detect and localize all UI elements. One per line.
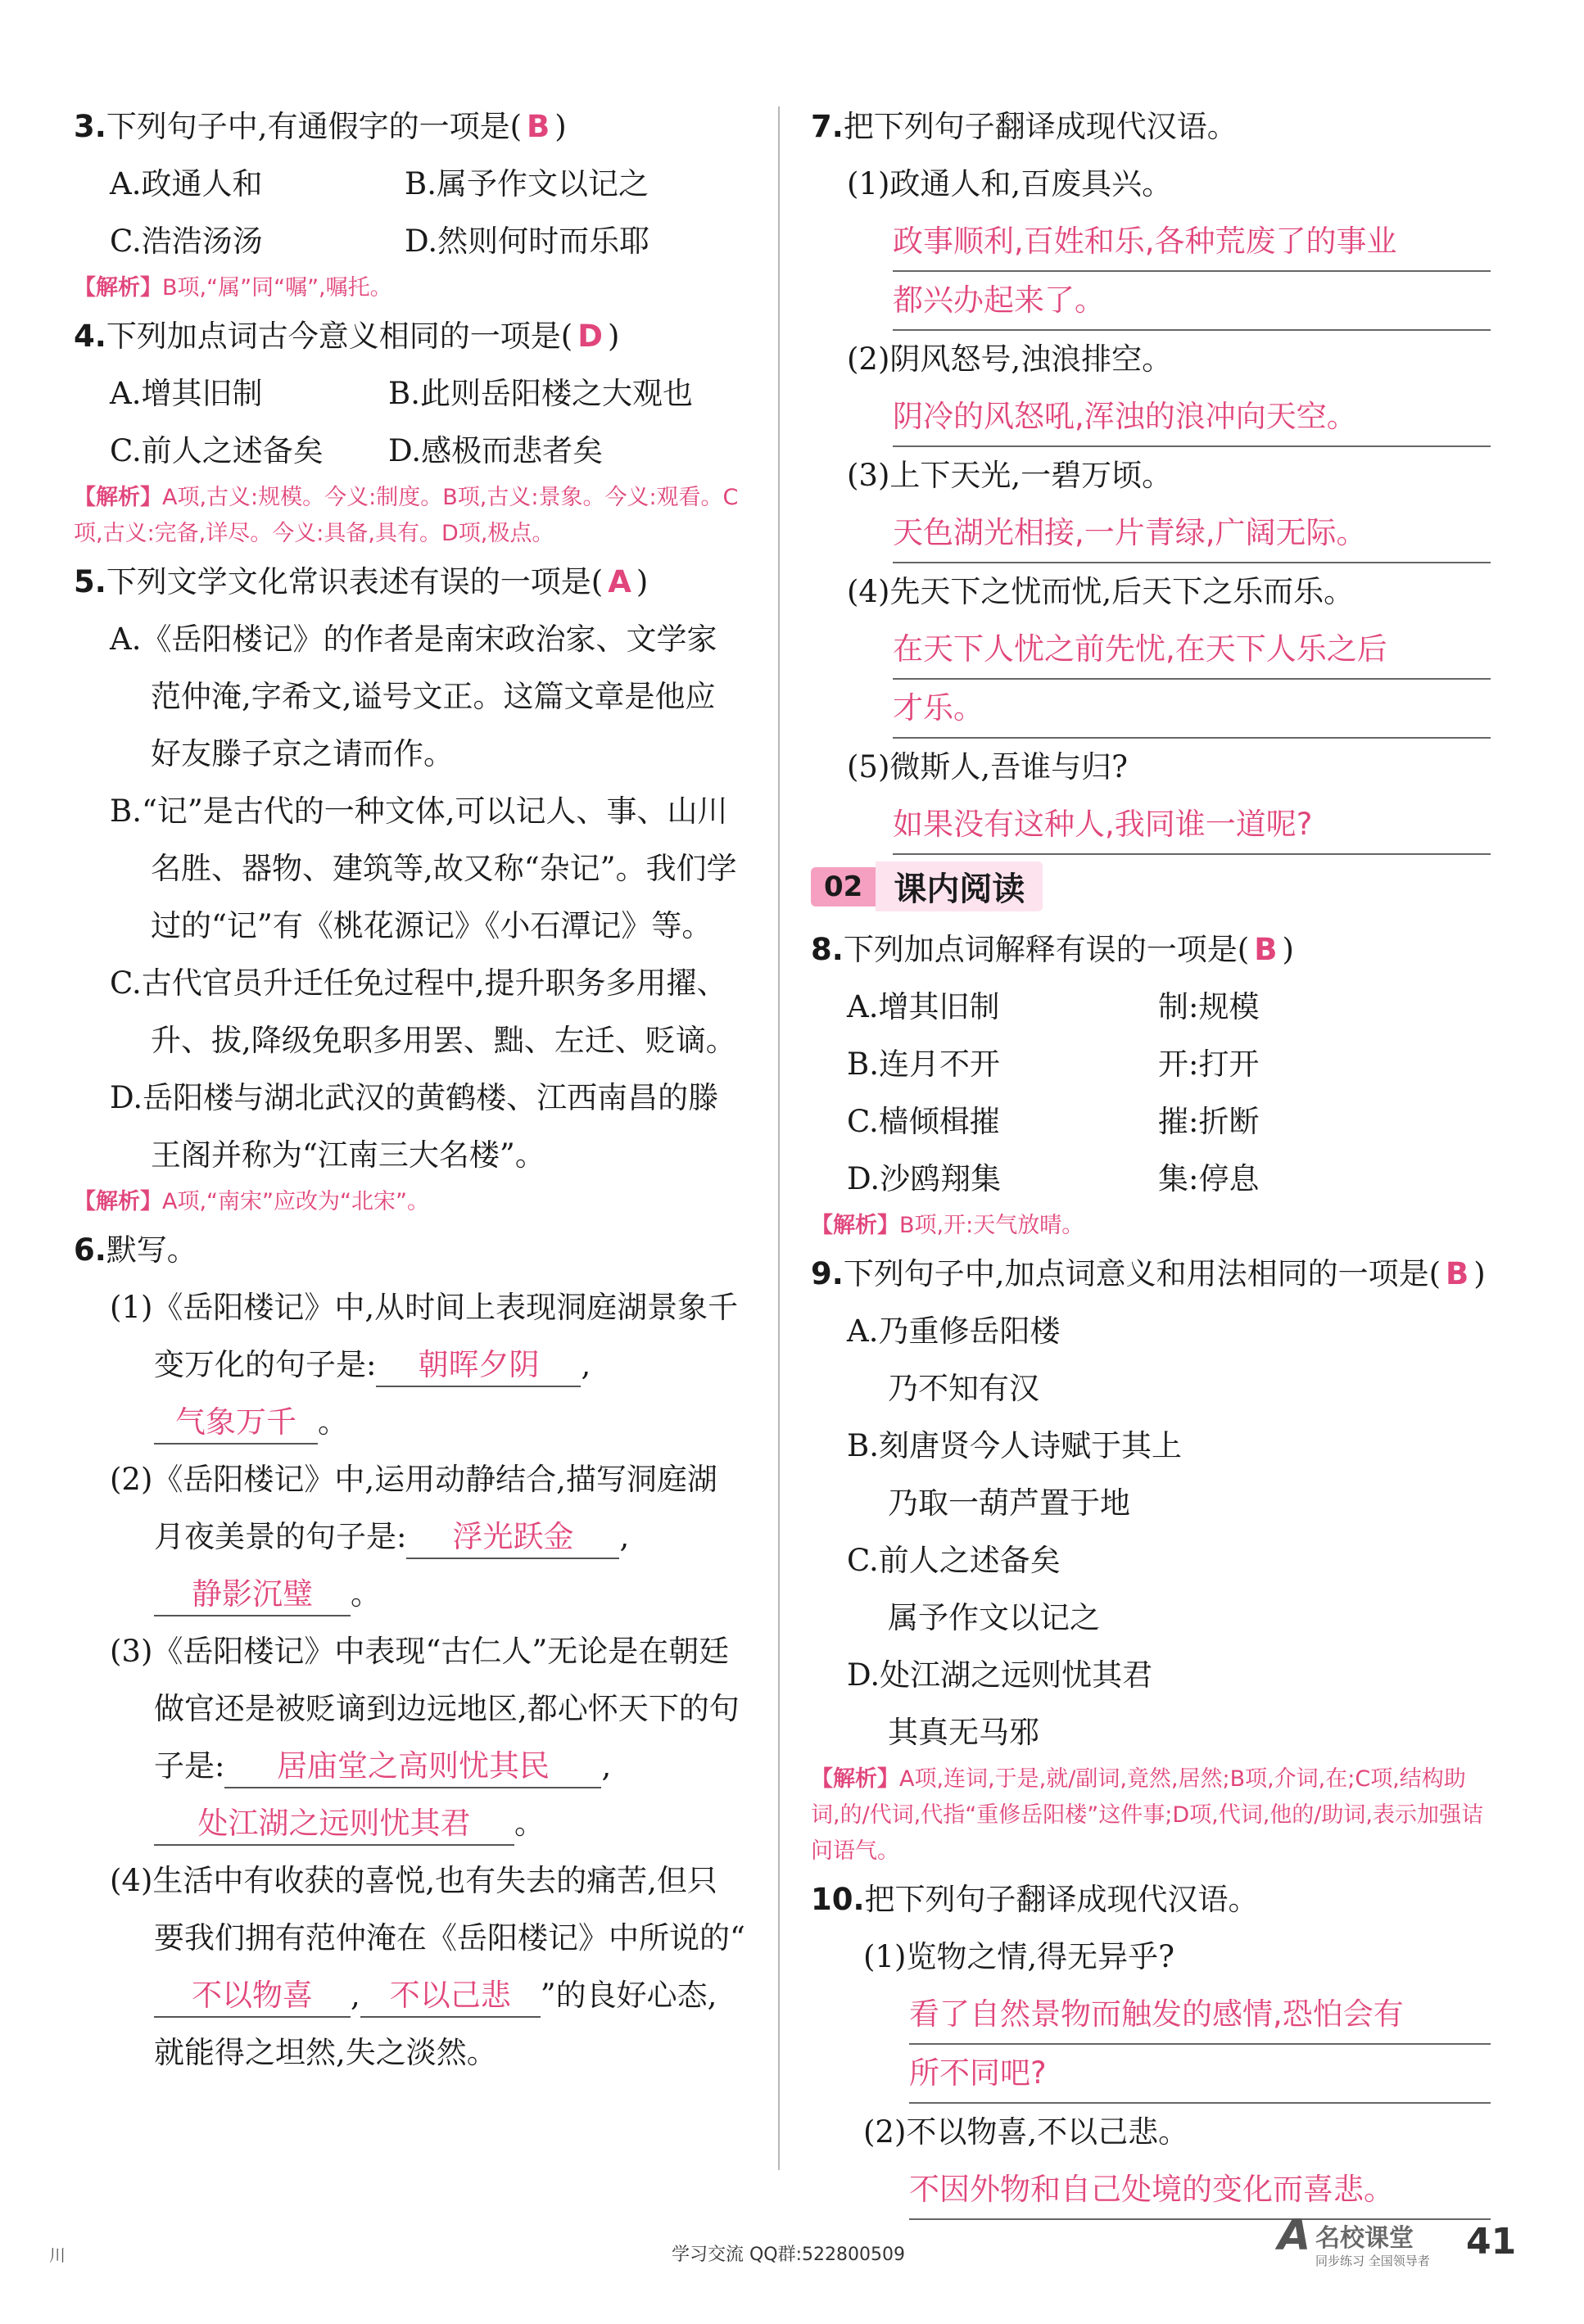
translate-item-1: (1)览物之情,得无异乎? bbox=[863, 1939, 1175, 1974]
option-c-gloss: 摧:折断 bbox=[1158, 1104, 1260, 1139]
translation-answer: 阴冷的风怒吼,浑浊的浪冲向天空。 bbox=[893, 388, 1491, 447]
option-c: C.古代官员升迁任免过程中,提升职务多用擢、升、拔,降级免职多用罢、黜、左迁、贬谪。 bbox=[110, 965, 736, 1058]
option-d: D.沙鸥翔集 bbox=[847, 1161, 1002, 1196]
fill-blank: 不以物喜 bbox=[154, 1975, 351, 2018]
options bbox=[847, 979, 1491, 1208]
option-d: D.感极而悲者矣 bbox=[388, 433, 604, 468]
question-3: 3.下列句子中,有通假字的一项是( B ) bbox=[74, 109, 567, 144]
translate-item-3: (3)上下天光,一碧万顷。 bbox=[847, 458, 1173, 493]
answer: D bbox=[577, 319, 603, 354]
fill-blank: 浮光跃金 bbox=[406, 1517, 619, 1559]
fill-blank: 气象万千 bbox=[154, 1402, 318, 1445]
option-a-gloss: 制:规模 bbox=[1158, 989, 1260, 1024]
translation-answer: 不因外物和自己处境的变化而喜悲。 bbox=[909, 2161, 1491, 2220]
brand-slogan: 同步练习 全国领导者 bbox=[1315, 2254, 1430, 2268]
section-title: 课内阅读 bbox=[876, 861, 1043, 911]
page-number: 41 bbox=[1466, 2221, 1517, 2263]
option-b: B.连月不开 bbox=[847, 1047, 1000, 1082]
page-footer bbox=[0, 2203, 1584, 2277]
question-number: 5. bbox=[74, 564, 106, 599]
answer: A bbox=[608, 564, 631, 599]
option-a: A.增其旧制 bbox=[110, 376, 263, 411]
translate-item-2: (2)阴风怒号,浊浪排空。 bbox=[847, 341, 1173, 377]
question-stem: 下列文学文化常识表述有误的一项是( bbox=[106, 564, 604, 599]
fill-item-3: (3)《岳阳楼记》中表现“古仁人”无论是在朝廷做官还是被贬谪到边远地区,都心怀天下的句子是: 居庙堂之高则忧其民 ,处江湖之远则忧其君 。 bbox=[110, 1623, 745, 1852]
left-column bbox=[74, 98, 745, 2082]
option-d: D.岳阳楼与湖北武汉的黄鹤楼、江西南昌的滕王阁并称为“江南三大名楼”。 bbox=[110, 1080, 719, 1173]
translate-item-5: (5)微斯人,吾谁与归? bbox=[847, 749, 1129, 784]
brand-name: 名校课堂 bbox=[1315, 2224, 1414, 2253]
option-d-gloss: 集:停息 bbox=[1158, 1161, 1260, 1196]
question-number: 6. bbox=[74, 1232, 106, 1268]
option-c-second: 属予作文以记之 bbox=[888, 1600, 1100, 1635]
section-number: 02 bbox=[811, 867, 876, 907]
translation-answer: 天色湖光相接,一片青绿,广阔无际。 bbox=[893, 504, 1491, 563]
brand-logo bbox=[1278, 2211, 1458, 2268]
question-number: 3. bbox=[74, 109, 106, 144]
fill-blank: 居庙堂之高则忧其民 bbox=[224, 1746, 601, 1788]
option-c: C.樯倾楫摧 bbox=[847, 1104, 1000, 1139]
translation-answer: 在天下人忧之前先忧,在天下人乐之后 才乐。 bbox=[893, 621, 1491, 739]
translate-item-2: (2)不以物喜,不以己悲。 bbox=[863, 2114, 1189, 2150]
option-b: B.“记”是古代的一种文体,可以记人、事、山川名胜、器物、建筑等,故又称“杂记”。我们学过的“记”有《桃花源记》《小石潭记》等。 bbox=[110, 794, 737, 943]
question-4: 4.下列加点词古今意义相同的一项是( D ) bbox=[74, 319, 620, 354]
question-stem: 把下列句子翻译成现代汉语。 bbox=[843, 109, 1238, 144]
option-a-second: 乃不知有汉 bbox=[888, 1371, 1039, 1406]
question-10 bbox=[811, 1871, 1491, 1928]
option-c: C.浩浩汤汤 bbox=[110, 224, 263, 259]
translate-item-1: (1)政通人和,百废具兴。 bbox=[847, 166, 1173, 201]
answer: B bbox=[1254, 932, 1278, 967]
brand-logo-icon: A bbox=[1278, 2211, 1311, 2260]
option-a: A.《岳阳楼记》的作者是南宋政治家、文学家范仲淹,字希文,谥号文正。这篇文章是他应好友滕子京之请而作。 bbox=[110, 622, 717, 771]
option-c: C.前人之述备矣 bbox=[847, 1543, 1061, 1578]
question-stem: 下列句子中,有通假字的一项是( bbox=[106, 109, 523, 144]
option-d-second: 其真无马邪 bbox=[888, 1715, 1039, 1750]
fill-blank: 不以己悲 bbox=[360, 1975, 541, 2018]
option-c: C.前人之述备矣 bbox=[110, 433, 324, 468]
analysis-note: 【解析】B项,“属”同“嘱”,嘱托。 bbox=[74, 275, 392, 301]
translation-answer: 政事顺利,百姓和乐,各种荒废了的事业 都兴办起来了。 bbox=[893, 213, 1491, 331]
question-stem: 把下列句子翻译成现代汉语。 bbox=[864, 1882, 1259, 1917]
option-a: A.政通人和 bbox=[110, 166, 263, 201]
fill-item-1: (1)《岳阳楼记》中,从时间上表现洞庭湖景象千变万化的句子是: 朝晖夕阴 ,气象万千 。 bbox=[110, 1279, 745, 1451]
answer: B bbox=[1446, 1256, 1469, 1291]
option-a: A.乃重修岳阳楼 bbox=[847, 1313, 1061, 1349]
question-number: 10. bbox=[811, 1882, 865, 1917]
option-b: B.刻唐贤今人诗赋于其上 bbox=[847, 1428, 1182, 1463]
option-b: B.属予作文以记之 bbox=[405, 166, 649, 201]
question-stem: 下列加点词解释有误的一项是( bbox=[843, 932, 1250, 967]
section-header bbox=[811, 861, 1491, 911]
fill-item-2: (2)《岳阳楼记》中,运用动静结合,描写洞庭湖月夜美景的句子是: 浮光跃金 ,静影沉璧 。 bbox=[110, 1451, 745, 1623]
answer: B bbox=[527, 109, 550, 144]
option-b: B.此则岳阳楼之大观也 bbox=[388, 376, 693, 411]
option-b-second: 乃取一葫芦置于地 bbox=[888, 1485, 1130, 1521]
question-7 bbox=[811, 98, 1491, 156]
footer-qq-group: 学习交流 QQ群:522800509 bbox=[672, 2245, 906, 2265]
option-a: A.增其旧制 bbox=[847, 989, 1000, 1024]
question-number: 8. bbox=[811, 932, 844, 967]
option-b-gloss: 开:打开 bbox=[1158, 1047, 1260, 1082]
question-stem: 下列加点词古今意义相同的一项是( bbox=[106, 319, 573, 354]
question-9: 9.下列句子中,加点词意义和用法相同的一项是( B ) bbox=[811, 1256, 1486, 1291]
translate-item-4: (4)先天下之忧而忧,后天下之乐而乐。 bbox=[847, 574, 1355, 609]
option-d: D.处江湖之远则忧其君 bbox=[847, 1657, 1153, 1693]
question-stem: 默写。 bbox=[106, 1232, 197, 1268]
column-divider bbox=[778, 106, 780, 2170]
question-stem: 下列句子中,加点词意义和用法相同的一项是( bbox=[843, 1256, 1441, 1291]
translation-answer: 如果没有这种人,我同谁一道呢? bbox=[893, 796, 1491, 855]
question-8: 8.下列加点词解释有误的一项是( B ) bbox=[811, 932, 1294, 967]
question-number: 9. bbox=[811, 1256, 844, 1291]
option-d: D.然则何时而乐耶 bbox=[405, 224, 650, 259]
right-column bbox=[811, 98, 1491, 2220]
footer-region-mark: 川 bbox=[49, 2245, 66, 2265]
options bbox=[110, 156, 745, 270]
fill-item-4: (4)生活中有收获的喜悦,也有失去的痛苦,但只要我们拥有范仲淹在《岳阳楼记》中所说的“不以物喜 , 不以己悲 ”的良好心态,就能得之坦然,失之淡然。 bbox=[110, 1863, 745, 2070]
options bbox=[110, 365, 745, 480]
fill-blank: 处江湖之远则忧其君 bbox=[154, 1803, 514, 1846]
fill-blank: 静影沉璧 bbox=[154, 1574, 351, 1616]
question-number: 7. bbox=[811, 109, 844, 144]
fill-blank: 朝晖夕阴 bbox=[376, 1345, 581, 1387]
analysis-note: 【解析】A项,“南宋”应改为“北宋”。 bbox=[74, 1189, 430, 1214]
question-6 bbox=[74, 1222, 745, 1279]
analysis-note: 【解析】A项,连词,于是,就/副词,竟然,居然;B项,介词,在;C项,结构助词,的/代词,代指“重修岳阳楼”这件事;D项,代词,他的/助词,表示加强诘问语气。 bbox=[811, 1766, 1483, 1864]
question-5: 5.下列文学文化常识表述有误的一项是( A ) bbox=[74, 564, 649, 599]
analysis-note: 【解析】A项,古义:规模。今义:制度。B项,古义:景象。今义:观看。C项,古义:完备,详尽。今义:具备,具有。D项,极点。 bbox=[74, 485, 739, 546]
question-number: 4. bbox=[74, 319, 106, 354]
analysis-note: 【解析】B项,开:天气放晴。 bbox=[811, 1213, 1084, 1238]
translation-answer: 看了自然景物而触发的感情,恐怕会有 所不同吧? bbox=[909, 1986, 1491, 2104]
